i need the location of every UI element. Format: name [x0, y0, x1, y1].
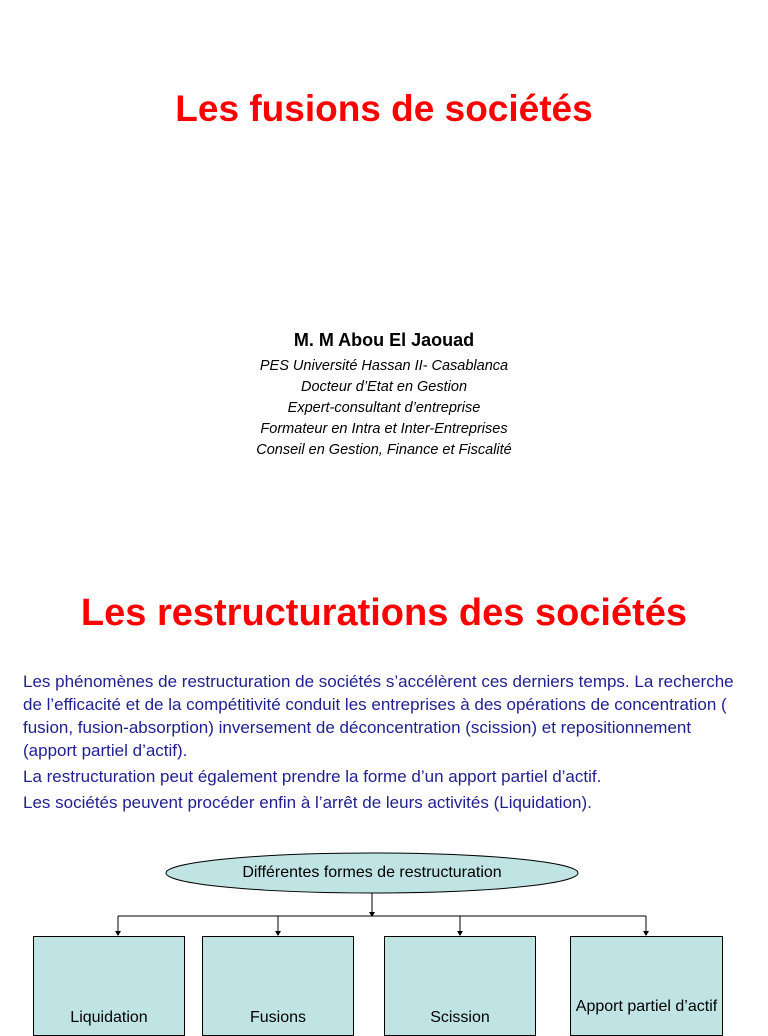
box-scission — [384, 936, 536, 1036]
restructuring-diagram — [0, 840, 768, 1024]
box-fusions-label: Fusions — [249, 1009, 307, 1026]
box-fusions — [202, 936, 354, 1036]
paragraph-apport: La restructuration peut également prendre la forme d’un apport partiel d’actif. — [23, 767, 602, 786]
author-block — [0, 330, 768, 461]
author-degree: Docteur d’Etat en Gestion — [300, 379, 468, 395]
paragraph-restructuring: Les phénomènes de restructuration de sociétés s’accélèrent ces derniers temps. La recherche de l’efficacité et de la compétitivité conduit les entreprises à des opérations de concentration ( fusion, fusion-absorption) inversement de déconcentration (scission) et repositionnement (apport partiel d’actif). — [23, 672, 734, 760]
box-scission-label: Scission — [430, 1009, 490, 1026]
slide-2-body — [23, 670, 748, 817]
author-role-consultant: Conseil en Gestion, Finance et Fiscalité — [256, 442, 512, 458]
box-liquidation-label: Liquidation — [70, 1009, 148, 1026]
box-liquidation — [33, 936, 185, 1036]
slide-1-title: Les fusions de sociétés — [175, 88, 593, 129]
box-apport-partiel — [570, 936, 723, 1036]
slide-2-title: Les restructurations des sociétés — [80, 592, 688, 634]
author-affiliation: PES Université Hassan II- Casablanca — [259, 358, 509, 374]
author-role-expert: Expert-consultant d’entreprise — [287, 400, 481, 416]
diagram-root-label: Différentes formes de restructuration — [242, 864, 502, 881]
paragraph-liquidation: Les sociétés peuvent procéder enfin à l’arrêt de leurs activités (Liquidation). — [23, 793, 592, 812]
author-role-trainer: Formateur en Intra et Inter-Entreprises — [260, 421, 508, 437]
box-apport-partiel-label: Apport partiel d’actif — [575, 998, 718, 1015]
author-name: M. M Abou El Jaouad — [293, 330, 475, 350]
slide-2 — [0, 540, 768, 1024]
